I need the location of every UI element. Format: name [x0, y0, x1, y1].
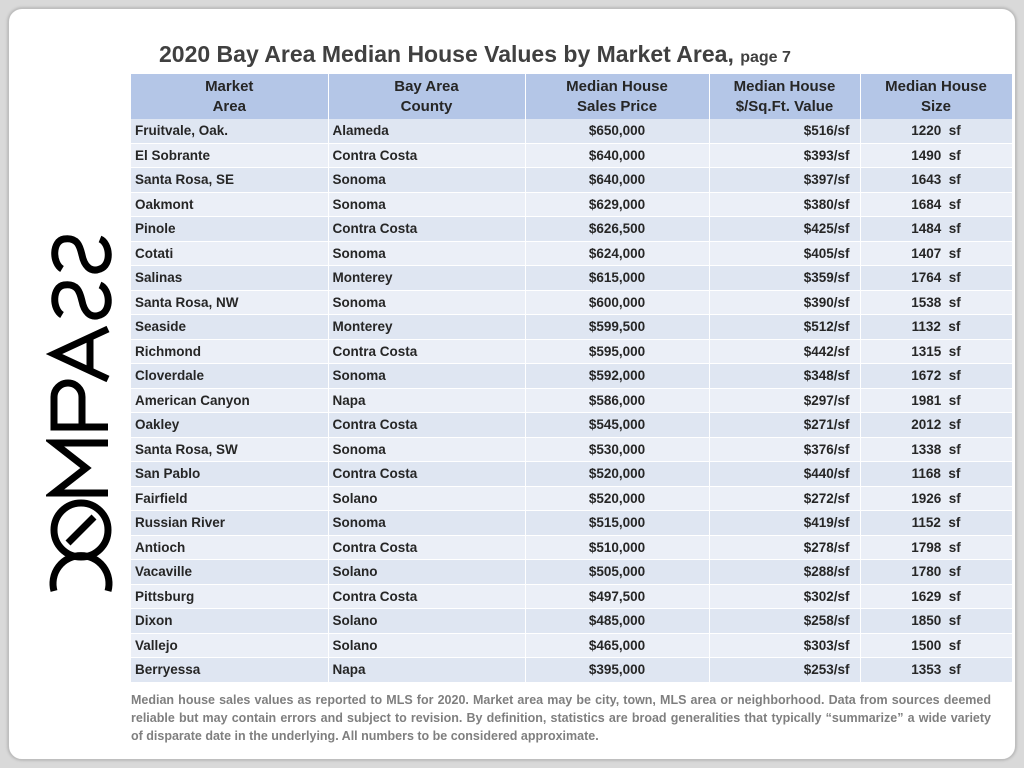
market-area-cell: San Pablo — [131, 462, 328, 487]
house-size-cell: 1168 sf — [860, 462, 1012, 487]
price-per-sqft-cell: $442/sf — [709, 339, 860, 364]
house-size-cell: 1798 sf — [860, 535, 1012, 560]
sales-price-cell: $599,500 — [525, 315, 709, 340]
county-cell: Napa — [328, 388, 525, 413]
price-per-sqft-cell: $397/sf — [709, 168, 860, 193]
county-cell: Sonoma — [328, 364, 525, 389]
price-per-sqft-cell: $253/sf — [709, 658, 860, 683]
sales-price-cell: $626,500 — [525, 217, 709, 242]
table-row — [131, 290, 1012, 315]
house-size-cell: 1629 sf — [860, 584, 1012, 609]
market-area-cell: Santa Rosa, NW — [131, 290, 328, 315]
table-row — [131, 241, 1012, 266]
table-row — [131, 560, 1012, 585]
house-size-cell: 1132 sf — [860, 315, 1012, 340]
house-size-cell: 1220 sf — [860, 119, 1012, 143]
county-cell: Sonoma — [328, 241, 525, 266]
table-body — [131, 119, 1012, 682]
sales-price-cell: $520,000 — [525, 486, 709, 511]
county-cell: Sonoma — [328, 168, 525, 193]
sales-price-cell: $640,000 — [525, 168, 709, 193]
price-per-sqft-cell: $258/sf — [709, 609, 860, 634]
market-area-cell: Pinole — [131, 217, 328, 242]
sales-price-cell: $592,000 — [525, 364, 709, 389]
compass-logo-text — [46, 609, 47, 610]
house-size-cell: 1850 sf — [860, 609, 1012, 634]
price-per-sqft-cell: $393/sf — [709, 143, 860, 168]
market-area-cell: Vallejo — [131, 633, 328, 658]
price-per-sqft-cell: $271/sf — [709, 413, 860, 438]
county-cell: Monterey — [328, 315, 525, 340]
market-area-cell: Russian River — [131, 511, 328, 536]
page-title — [159, 41, 999, 68]
market-area-cell: Cloverdale — [131, 364, 328, 389]
market-area-cell: American Canyon — [131, 388, 328, 413]
sales-price-cell: $505,000 — [525, 560, 709, 585]
title-page-number: page 7 — [740, 49, 791, 66]
county-cell: Contra Costa — [328, 413, 525, 438]
column-header — [328, 74, 525, 119]
market-area-cell: Pittsburg — [131, 584, 328, 609]
market-area-cell: Fruitvale, Oak. — [131, 119, 328, 143]
column-header — [709, 74, 860, 119]
county-cell: Sonoma — [328, 437, 525, 462]
table-row — [131, 486, 1012, 511]
house-size-cell: 1407 sf — [860, 241, 1012, 266]
market-area-cell: Salinas — [131, 266, 328, 291]
price-per-sqft-cell: $390/sf — [709, 290, 860, 315]
sales-price-cell: $624,000 — [525, 241, 709, 266]
county-cell: Napa — [328, 658, 525, 683]
market-area-cell: Berryessa — [131, 658, 328, 683]
county-cell: Solano — [328, 486, 525, 511]
table-row — [131, 388, 1012, 413]
sales-price-cell: $640,000 — [525, 143, 709, 168]
table-row — [131, 192, 1012, 217]
column-header-line2: Size — [920, 97, 951, 115]
price-per-sqft-cell: $516/sf — [709, 119, 860, 143]
table-row — [131, 315, 1012, 340]
county-cell: Contra Costa — [328, 217, 525, 242]
sales-price-cell: $530,000 — [525, 437, 709, 462]
table-row — [131, 511, 1012, 536]
price-per-sqft-cell: $376/sf — [709, 437, 860, 462]
market-area-cell: Seaside — [131, 315, 328, 340]
county-cell: Solano — [328, 633, 525, 658]
price-per-sqft-cell: $272/sf — [709, 486, 860, 511]
sales-price-cell: $595,000 — [525, 339, 709, 364]
table-row — [131, 266, 1012, 291]
slide — [8, 8, 1016, 760]
table-row — [131, 119, 1012, 143]
column-header-line2: County — [400, 97, 453, 115]
sales-price-cell: $545,000 — [525, 413, 709, 438]
column-header-line1: Median House — [885, 77, 987, 95]
market-area-cell: Dixon — [131, 609, 328, 634]
house-size-cell: 1353 sf — [860, 658, 1012, 683]
price-per-sqft-cell: $348/sf — [709, 364, 860, 389]
market-area-cell: Fairfield — [131, 486, 328, 511]
sales-price-cell: $515,000 — [525, 511, 709, 536]
column-header-line1: Median House — [566, 77, 668, 95]
price-per-sqft-cell: $419/sf — [709, 511, 860, 536]
market-area-cell: Oakley — [131, 413, 328, 438]
house-size-cell: 1926 sf — [860, 486, 1012, 511]
county-cell: Monterey — [328, 266, 525, 291]
table-row — [131, 633, 1012, 658]
price-per-sqft-cell: $440/sf — [709, 462, 860, 487]
sales-price-cell: $510,000 — [525, 535, 709, 560]
house-size-cell: 1152 sf — [860, 511, 1012, 536]
table-row — [131, 658, 1012, 683]
column-header-line1: Bay Area — [394, 77, 459, 95]
house-size-cell: 1538 sf — [860, 290, 1012, 315]
compass-logo-graphic — [46, 189, 116, 609]
market-area-cell: Richmond — [131, 339, 328, 364]
table-row — [131, 609, 1012, 634]
price-per-sqft-cell: $405/sf — [709, 241, 860, 266]
table-row — [131, 339, 1012, 364]
house-size-cell: 1338 sf — [860, 437, 1012, 462]
column-header-line1: Market — [205, 77, 254, 95]
price-per-sqft-cell: $359/sf — [709, 266, 860, 291]
price-per-sqft-cell: $278/sf — [709, 535, 860, 560]
house-size-cell: 1672 sf — [860, 364, 1012, 389]
market-area-cell: Antioch — [131, 535, 328, 560]
compass-logo — [46, 189, 116, 609]
price-per-sqft-cell: $288/sf — [709, 560, 860, 585]
county-cell: Contra Costa — [328, 339, 525, 364]
county-cell: Sonoma — [328, 290, 525, 315]
county-cell: Contra Costa — [328, 143, 525, 168]
sales-price-cell: $615,000 — [525, 266, 709, 291]
county-cell: Contra Costa — [328, 462, 525, 487]
column-header-line2: $/Sq.Ft. Value — [735, 97, 834, 115]
sales-price-cell: $465,000 — [525, 633, 709, 658]
table-row — [131, 462, 1012, 487]
house-size-cell: 1780 sf — [860, 560, 1012, 585]
county-cell: Sonoma — [328, 192, 525, 217]
price-per-sqft-cell: $297/sf — [709, 388, 860, 413]
median-values-table — [131, 74, 1013, 683]
table-row — [131, 364, 1012, 389]
column-header — [525, 74, 709, 119]
county-cell: Contra Costa — [328, 535, 525, 560]
market-area-cell: El Sobrante — [131, 143, 328, 168]
house-size-cell: 2012 sf — [860, 413, 1012, 438]
county-cell: Sonoma — [328, 511, 525, 536]
column-header-line2: Sales Price — [576, 97, 658, 115]
house-size-cell: 1500 sf — [860, 633, 1012, 658]
column-header-line2: Area — [212, 97, 246, 115]
table-row — [131, 143, 1012, 168]
column-header-line1: Median House — [733, 77, 836, 95]
table-row — [131, 584, 1012, 609]
house-size-cell: 1484 sf — [860, 217, 1012, 242]
price-per-sqft-cell: $302/sf — [709, 584, 860, 609]
column-header — [860, 74, 1012, 119]
house-size-cell: 1684 sf — [860, 192, 1012, 217]
sales-price-cell: $586,000 — [525, 388, 709, 413]
sales-price-cell: $395,000 — [525, 658, 709, 683]
house-size-cell: 1981 sf — [860, 388, 1012, 413]
price-per-sqft-cell: $425/sf — [709, 217, 860, 242]
price-per-sqft-cell: $512/sf — [709, 315, 860, 340]
market-area-cell: Santa Rosa, SE — [131, 168, 328, 193]
county-cell: Solano — [328, 560, 525, 585]
county-cell: Solano — [328, 609, 525, 634]
house-size-cell: 1490 sf — [860, 143, 1012, 168]
table-header-row — [131, 74, 1012, 119]
sales-price-cell: $485,000 — [525, 609, 709, 634]
county-cell: Contra Costa — [328, 584, 525, 609]
sales-price-cell: $520,000 — [525, 462, 709, 487]
sales-price-cell: $497,500 — [525, 584, 709, 609]
price-per-sqft-cell: $380/sf — [709, 192, 860, 217]
title-main: 2020 Bay Area Median House Values by Market Area, — [159, 41, 734, 67]
sales-price-cell: $600,000 — [525, 290, 709, 315]
house-size-cell: 1315 sf — [860, 339, 1012, 364]
house-size-cell: 1764 sf — [860, 266, 1012, 291]
column-header — [131, 74, 328, 119]
sales-price-cell: $629,000 — [525, 192, 709, 217]
market-area-cell: Oakmont — [131, 192, 328, 217]
table-row — [131, 535, 1012, 560]
market-area-cell: Vacaville — [131, 560, 328, 585]
table-row — [131, 413, 1012, 438]
county-cell: Alameda — [328, 119, 525, 143]
footnote: Median house sales values as reported to MLS for 2020. Market area may be city, town, MLS area or neighborhood. Data from sources deemed reliable but may contain errors and subject to revision. By definition, statistics are broad generalities that typically “summarize” a wide variety of disparate date in the underlying. All numbers to be considered approximate. — [131, 693, 991, 743]
table-row — [131, 217, 1012, 242]
table-row — [131, 168, 1012, 193]
sales-price-cell: $650,000 — [525, 119, 709, 143]
price-per-sqft-cell: $303/sf — [709, 633, 860, 658]
table-row — [131, 437, 1012, 462]
house-size-cell: 1643 sf — [860, 168, 1012, 193]
market-area-cell: Cotati — [131, 241, 328, 266]
market-area-cell: Santa Rosa, SW — [131, 437, 328, 462]
